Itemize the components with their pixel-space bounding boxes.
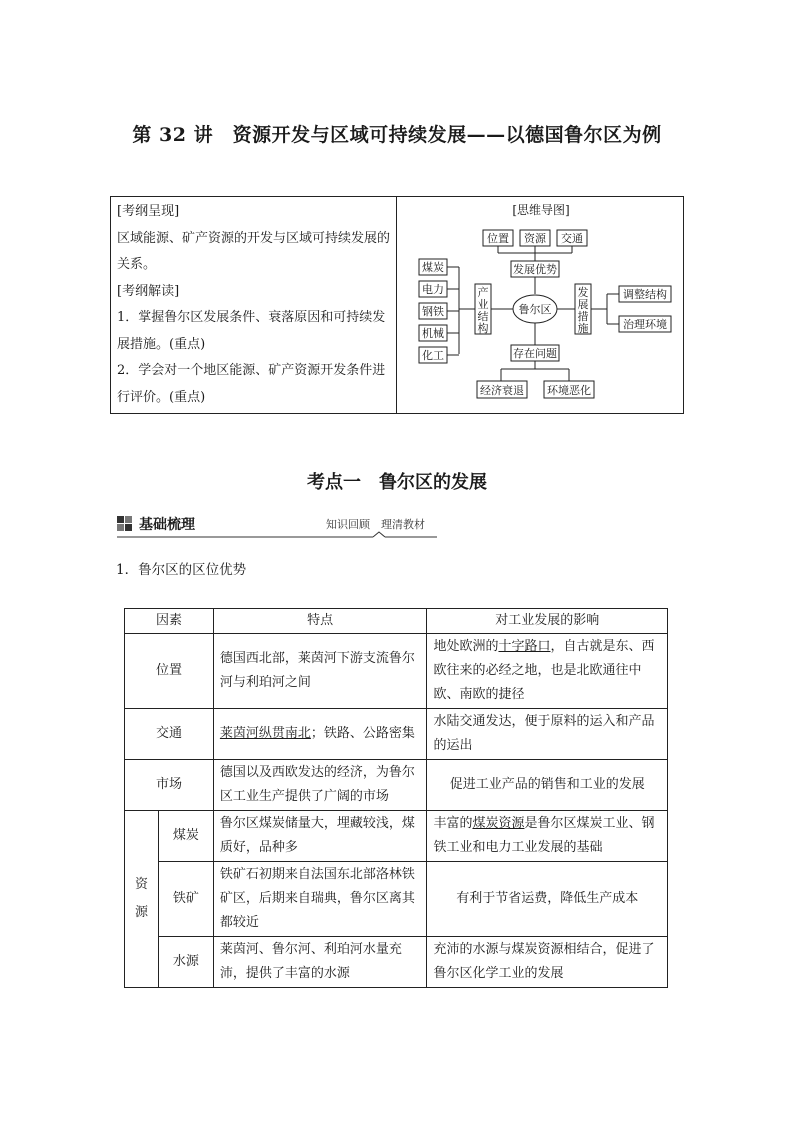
mm-label-govern-environment: 治理环境	[623, 318, 667, 331]
mm-label-resources: 资源	[524, 232, 546, 245]
factor-cell: 交通	[125, 709, 214, 760]
mm-label-machinery: 机械	[422, 327, 444, 340]
table-header-row	[125, 609, 668, 634]
basic-review-banner	[117, 513, 437, 539]
syllabus-presentation-heading: [考纲呈现]	[117, 204, 180, 219]
table-row	[125, 760, 668, 811]
mm-label-coal: 煤炭	[422, 261, 444, 274]
impact-underlined-text: 十字路口	[498, 639, 551, 654]
feature-underlined-text: 莱茵河纵贯南北	[219, 726, 311, 741]
mm-label-industry-structure: 产业结构	[477, 286, 489, 335]
mm-label-location: 位置	[487, 232, 509, 245]
header-impact: 对工业发展的影响	[427, 609, 668, 634]
location-advantages-table	[124, 608, 668, 988]
header-factor: 因素	[125, 609, 214, 634]
feature-cell: 铁矿石初期来自法国东北部洛林铁矿区，后期来自瑞典，鲁尔区离其都较近	[213, 862, 427, 937]
mm-label-measures: 发展措施	[577, 286, 589, 335]
impact-cell: 水陆交通发达，便于原料的运入和产品的运出	[427, 709, 668, 760]
feature-text: ；铁路、公路密集	[310, 726, 415, 741]
impact-text: ，自古就是东、西欧往来的必经之地，也是北欧通往中欧、南欧的捷径	[433, 639, 655, 702]
impact-cell	[427, 634, 668, 709]
syllabus-interpretation-heading: [考纲解读]	[117, 283, 180, 299]
feature-cell: 德国以及西欧发达的经济，为鲁尔区工业生产提供了广阔的市场	[213, 760, 427, 811]
impact-text: 丰富的	[433, 816, 473, 831]
mind-map-panel	[397, 197, 685, 413]
impact-cell: 有利于节省运费，降低生产成本	[427, 862, 668, 937]
mm-label-problems: 存在问题	[513, 347, 557, 360]
mind-map-diagram	[397, 197, 685, 415]
factor-cell: 铁矿	[158, 862, 213, 937]
mind-map-title: [思维导图]	[512, 203, 570, 217]
syllabus-box	[110, 196, 684, 414]
table-row	[125, 709, 668, 760]
factor-cell: 市场	[125, 760, 214, 811]
impact-cell: 促进工业产品的销售和工业的发展	[427, 760, 668, 811]
banner-label: 基础梳理	[139, 517, 195, 533]
factor-cell: 水源	[158, 937, 213, 988]
section-title: 考点一 鲁尔区的发展	[307, 472, 487, 493]
squares-icon	[117, 516, 133, 532]
syllabus-text-panel	[111, 197, 397, 413]
factor-cell: 位置	[125, 634, 214, 709]
mm-label-economic-decline: 经济衰退	[480, 384, 524, 397]
table-row	[125, 811, 668, 862]
lesson-title: 第 32 讲 资源开发与区域可持续发展——以德国鲁尔区为例	[132, 124, 662, 146]
banner-subtitle: 知识回顾 理清教材	[326, 518, 425, 531]
syllabus-presentation-text: 区域能源、矿产资源的开发与区域可持续发展的关系。	[117, 230, 391, 272]
resources-group-label: 资 源	[134, 877, 148, 920]
impact-text: 是鲁尔区煤炭工业、钢铁工业和电力工业发展的基础	[433, 816, 655, 855]
impact-text: 地处欧洲的	[433, 639, 499, 654]
factor-cell: 煤炭	[158, 811, 213, 862]
table-row	[125, 862, 668, 937]
point-heading: 1．鲁尔区的区位优势	[116, 562, 247, 578]
impact-underlined-text: 煤炭资源	[472, 816, 525, 831]
resources-group-cell	[125, 811, 159, 988]
table-row	[125, 634, 668, 709]
mm-label-advantage: 发展优势	[513, 263, 557, 276]
mm-label-center: 鲁尔区	[518, 303, 552, 316]
feature-cell: 鲁尔区煤炭储量大，埋藏较浅，煤质好，品种多	[213, 811, 427, 862]
table-row	[125, 937, 668, 988]
mm-label-power: 电力	[422, 283, 444, 296]
syllabus-item-1: 1．掌握鲁尔区发展条件、衰落原因和可持续发展措施。(重点)	[117, 310, 386, 352]
mm-label-chemical: 化工	[422, 349, 444, 362]
mm-label-adjust-structure: 调整结构	[623, 288, 667, 301]
mm-label-environment-deterioration: 环境恶化	[547, 384, 591, 397]
feature-cell: 德国西北部，莱茵河下游支流鲁尔河与利珀河之间	[213, 634, 427, 709]
impact-cell	[427, 811, 668, 862]
syllabus-item-2: 2．学会对一个地区能源、矿产资源开发条件进行评价。(重点)	[117, 363, 386, 405]
header-feature: 特点	[213, 609, 427, 634]
impact-cell: 充沛的水源与煤炭资源相结合，促进了鲁尔区化学工业的发展	[427, 937, 668, 988]
feature-cell	[213, 709, 427, 760]
mm-label-steel: 钢铁	[422, 305, 444, 318]
feature-cell: 莱茵河、鲁尔河、利珀河水量充沛，提供了丰富的水源	[213, 937, 427, 988]
mm-label-transport: 交通	[561, 232, 583, 245]
